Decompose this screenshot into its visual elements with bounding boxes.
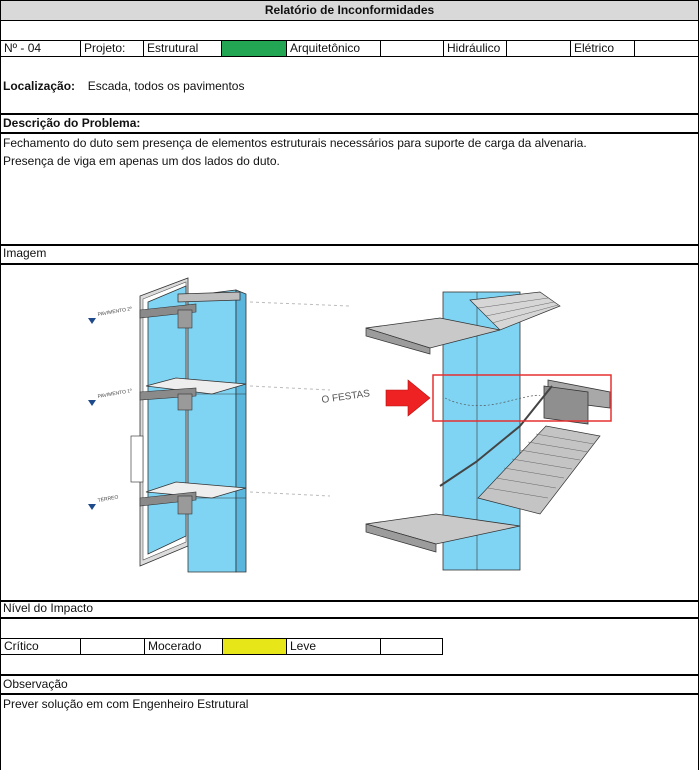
problem-illustration: [0, 266, 699, 600]
location-label: Localização:: [3, 79, 76, 93]
discipline-hydraulic: Hidráulico: [443, 40, 506, 57]
problem-heading: Descrição do Problema:: [3, 116, 141, 130]
impact-moderate: Mocerado: [144, 638, 222, 655]
impact-row: [0, 638, 443, 655]
report-number: Nº - 04: [0, 40, 80, 57]
impact-moderate-checkbox[interactable]: [222, 638, 286, 655]
discipline-structural: Estrutural: [143, 40, 221, 57]
level-tag-2: PAVIMENTO 1º: [97, 388, 133, 400]
discipline-architectural-checkbox[interactable]: [380, 40, 443, 57]
image-heading: Imagem: [3, 246, 47, 260]
report-title: Relatório de Inconformidades: [0, 0, 699, 21]
discipline-structural-checkbox[interactable]: [221, 40, 286, 57]
impact-heading: Nível do Impacto: [3, 601, 94, 615]
callout-text: O FESTAS: [320, 388, 371, 406]
level-tag-1: PAVIMENTO 2º: [97, 306, 133, 318]
problem-line-2: Presença de viga em apenas um dos lados do duto.: [3, 154, 280, 168]
discipline-architectural: Arquitetônico: [286, 40, 380, 57]
problem-line-1: Fechamento do duto sem presença de elementos estruturais necessários para suporte de carga da alvenaria.: [3, 136, 587, 150]
level-tag-3: TÉRREO: [97, 494, 119, 504]
discipline-electrical-checkbox[interactable]: [634, 40, 699, 57]
impact-critical: Crítico: [0, 638, 80, 655]
location-value: Escada, todos os pavimentos: [87, 79, 245, 93]
location-row: [3, 77, 244, 95]
impact-light: Leve: [286, 638, 380, 655]
impact-critical-checkbox[interactable]: [80, 638, 144, 655]
observation-text: Prever solução em com Engenheiro Estrutural: [3, 697, 249, 711]
left-isometric-view: [88, 278, 350, 572]
observation-heading: Observação: [3, 677, 68, 691]
project-label: Projeto:: [80, 40, 143, 57]
level-markers: [88, 318, 96, 510]
discipline-electrical: Elétrico: [570, 40, 634, 57]
red-arrow: [386, 380, 430, 416]
impact-light-checkbox[interactable]: [380, 638, 443, 655]
discipline-hydraulic-checkbox[interactable]: [506, 40, 570, 57]
right-detail-view: [321, 292, 611, 570]
